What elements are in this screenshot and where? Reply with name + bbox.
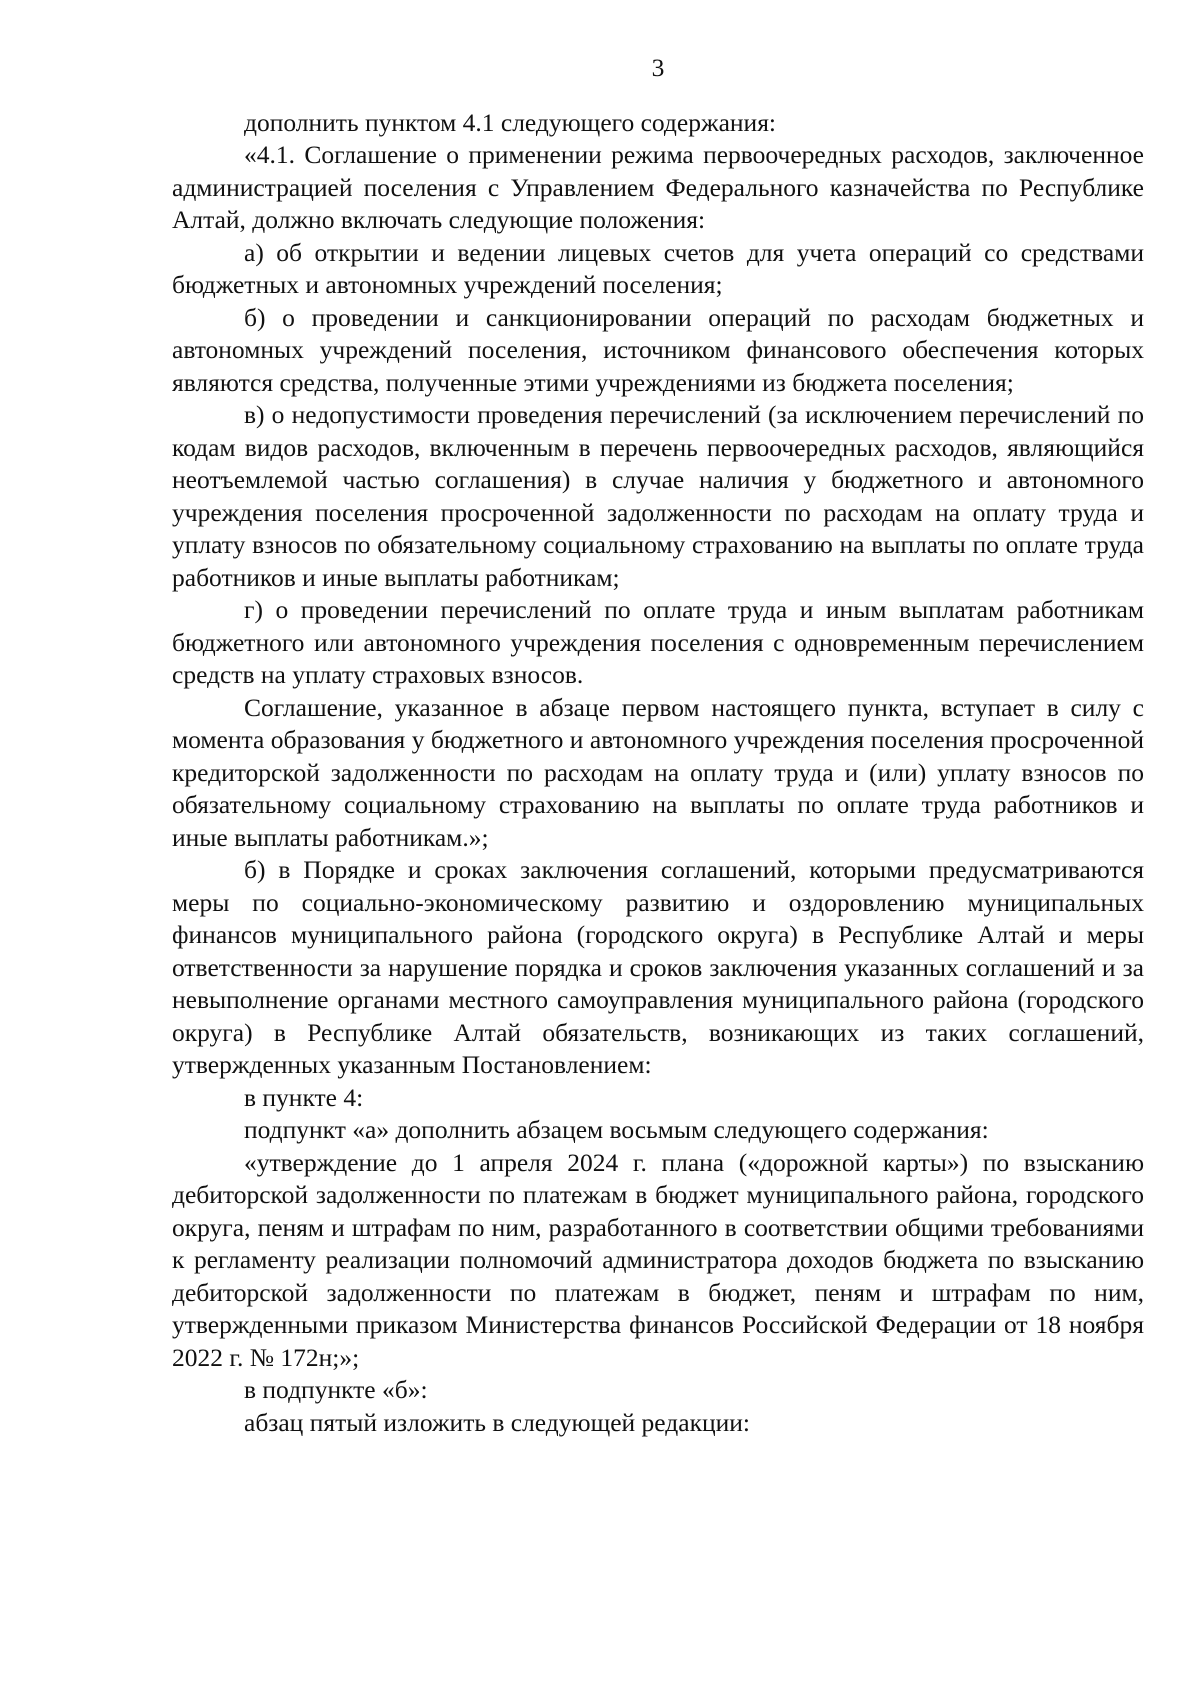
page-number: 3 bbox=[651, 53, 665, 82]
paragraph-item-b: б) о проведении и санкционировании операций по расходам бюджетных и автономных учреждений поселения, источником финансового обеспечения которых являются средства, полученные этими учреждениями из бюджета поселения; bbox=[172, 302, 1144, 397]
paragraph-roadmap: «утверждение до 1 апреля 2024 г. плана («дорожной карты») по взысканию дебиторской задолженности по платежам в бюджет муниципального района, городского округа, пеням и штрафам по ним, разработанного в соответствии общими требованиями к регламенту реализации полномочий администратора доходов бюджета по взысканию дебиторской задолженности по платежам в бюджет, пеням и штрафам по ним, утвержденными приказом Министерства финансов Российской Федерации от 18 ноября 2022 г. № 172н;»; bbox=[172, 1147, 1144, 1372]
paragraph-agreement-effect: Соглашение, указанное в абзаце первом настоящего пункта, вступает в силу с момента образования у бюджетного и автономного учреждения поселения просроченной кредиторской задолженности по расходам на оплату труда и (или) уплату взносов по обязательному социальному страхованию на выплаты по оплате труда работников и иные выплаты работникам.»; bbox=[172, 692, 1144, 852]
paragraph-subpoint-b: в подпункте «б»: bbox=[244, 1375, 428, 1404]
paragraph-fifth-abzac: абзац пятый изложить в следующей редакции: bbox=[244, 1407, 750, 1437]
paragraph-clause-4-1: «4.1. Соглашение о применении режима первоочередных расходов, заключенное администрацией поселения с Управлением Федерального казначейства по Республике Алтай, должно включать следующие положения: bbox=[172, 140, 1144, 234]
paragraph-item-g: г) о проведении перечислений по оплате труда и иным выплатам работникам бюджетного или автономного учреждения поселения с одновременным перечислением средств на уплату страховых взносов. bbox=[172, 595, 1144, 689]
paragraph-intro: дополнить пунктом 4.1 следующего содержания: bbox=[244, 107, 777, 137]
paragraph-subpoint-a: подпункт «а» дополнить абзацем восьмым следующего содержания: bbox=[244, 1115, 989, 1144]
paragraph-item-a: а) об открытии и ведении лицевых счетов для учета операций со средствами бюджетных и автономных учреждений поселения; bbox=[172, 237, 1144, 299]
paragraph-item-v: в) о недопустимости проведения перечислений (за исключением перечислений по кодам видов расходов, включенным в перечень первоочередных расходов, являющийся неотъемлемой частью соглашения) в случае наличия у бюджетного и автономного учреждения поселения просроченной задолженности по расходам на оплату труда и уплату взносов по обязательному социальному страхованию на выплаты по оплате труда работников и иные выплаты работникам; bbox=[172, 400, 1144, 592]
paragraph-point-4: в пункте 4: bbox=[244, 1082, 364, 1112]
paragraph-order-b: б) в Порядке и сроках заключения соглашений, которыми предусматриваются меры по социально-экономическому развитию и оздоровлению муниципальных финансов муниципального района (городского округа) в Республике Алтай и меры ответственности за нарушение порядка и сроков заключения указанных соглашений и за невыполнение органами местного самоуправления муниципального района (городского округа) в Республике Алтай обязательств, возникающих из таких соглашений, утвержденных указанным Постановлением: bbox=[172, 855, 1144, 1079]
document-page bbox=[172, 52, 1144, 1439]
